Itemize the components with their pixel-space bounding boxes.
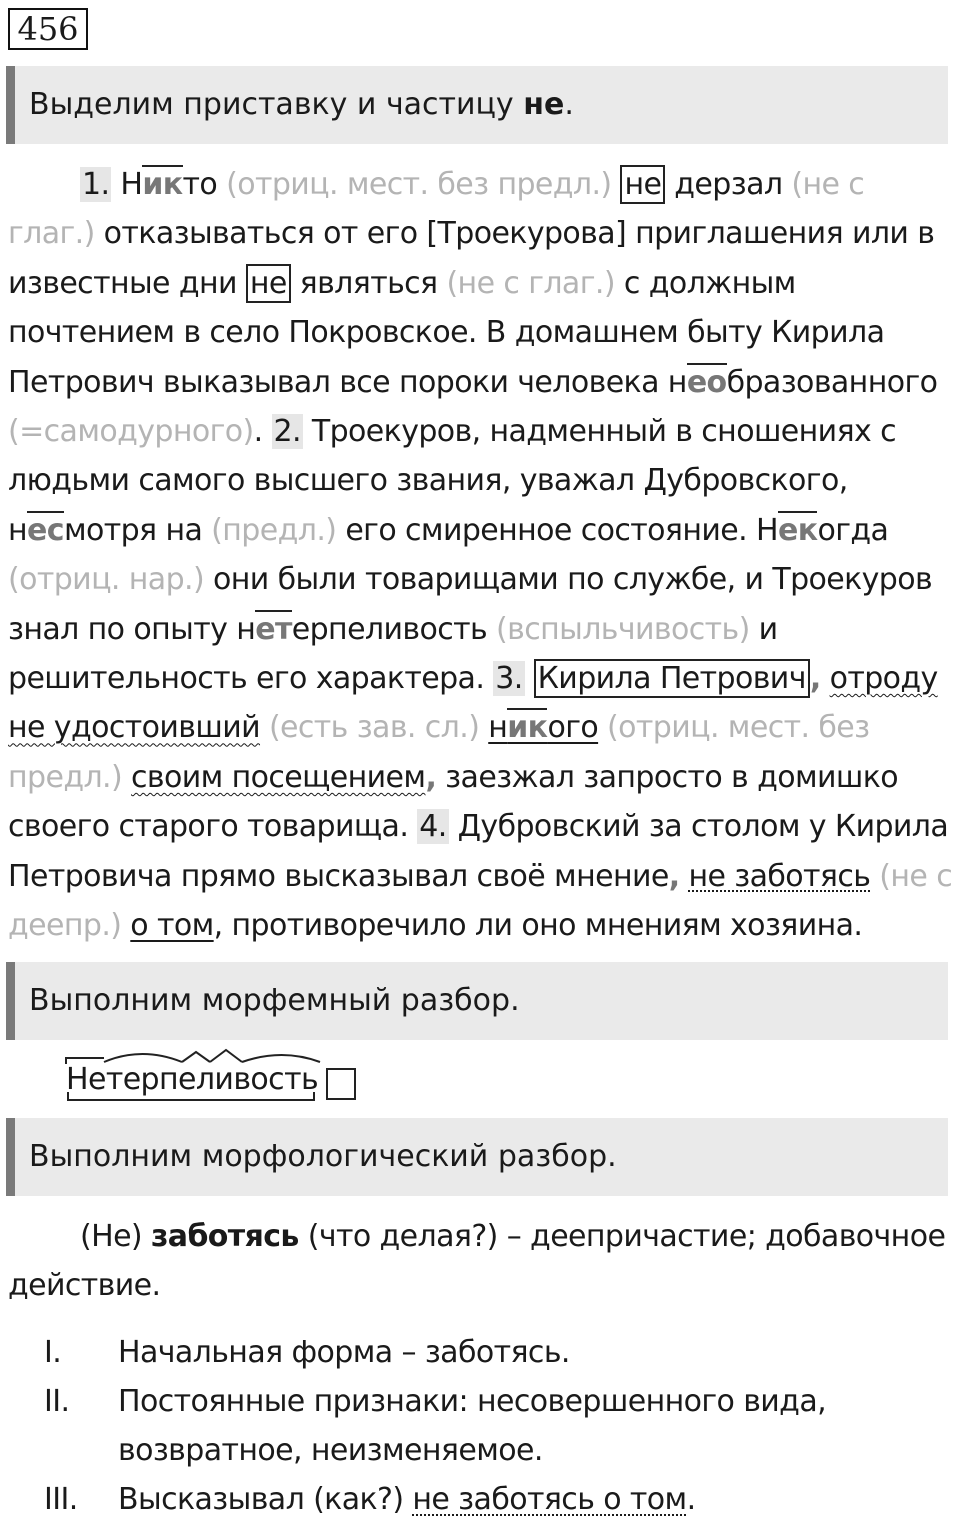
word-otrodu: отроду [829,661,938,697]
text-fragment: и решительность его характера. [8,611,778,697]
note: (отриц. мест. без предл.) [8,710,870,795]
header-bold-particle: не [523,87,565,122]
section-header-morpheme: Выполним морфемный разбор. [6,962,948,1040]
list-text: Высказывал (как?) не заботясь о том. [118,1482,696,1517]
word-zabotyas-bold: заботясь [150,1219,299,1254]
phrase-o-tom: о том [130,908,214,944]
text-fragment: Троекуров, надменный в сношениях с людьми самого высшего звания, уважал Дубровского, [8,414,897,499]
word-neobrazovannogo: необразованного [667,364,938,400]
sentence-number-1: 1. [82,167,110,202]
phrase-svoim-posescheniem: своим посещением [131,759,426,795]
list-text: Постоянные признаки: несовершенного вида, возвратное, неизменяемое. [118,1384,827,1468]
note: (не с глаг.) [8,167,865,252]
word-nikogo: никого [488,710,599,746]
particle-ne-boxed: не [246,264,291,303]
text-fragment: отказываться от его [Троекурова] приглашения или в известные дни [8,216,935,301]
text-fragment: его смиренное состояние. [345,512,756,548]
sentence-number-2: 2. [273,414,301,450]
morpheme-word: Нетерпеливость [66,1062,319,1097]
header-text: Выделим приставку и частицу [29,87,524,122]
list-text: Начальная форма – заботясь. [118,1335,570,1370]
morpheme-analysis [64,1040,374,1110]
note: (отриц. нар.) [8,562,213,598]
text-fragment: (Не) [80,1219,151,1254]
sentence-number-4: 4. [419,809,447,845]
sentence-number-3: 3. [495,661,523,697]
text-fragment: заезжал запросто в домишко своего старого товарища. [8,759,899,845]
punctuation-comma: , [425,759,437,795]
text-fragment: , противоречило ли оно мнениям хозяина. [213,908,863,944]
text-fragment: с должным почтением в село Покровское. В домашнем быту Кирила Петрович выказывал все пороки человека [8,265,885,400]
word-ne-udostoivshiy: не удостоивший [8,710,261,746]
text-fragment: Дубровский за столом у Кирила Петровича прямо высказывал своё мнение [8,809,949,894]
note: (есть зав. сл.) [260,710,489,746]
text-fragment: дерзал [665,167,792,202]
punctuation-comma: , [668,858,680,894]
text-fragment: они были товарищами по службе, и Троекуров знал по опыту [8,562,933,647]
morphology-paragraph [8,1212,954,1311]
note: (отриц. мест. без предл.) [217,167,621,202]
note: (вспыльчивость) [487,611,759,647]
note: (=самодурного) [8,414,254,450]
phrase-ne-zabotyas: не заботясь [688,858,871,894]
word-nekogda: Некогда [755,512,889,548]
list-roman: III. [44,1482,78,1517]
section-header-prefix-particle [6,66,948,144]
note: (предл.) [202,512,346,548]
text-fragment: являться [290,265,447,301]
main-passage [8,160,954,951]
punctuation-comma: , [809,661,821,697]
text-fragment: (что делая?) – деепричастие; добавочное действие. [8,1219,946,1304]
zero-ending-box [326,1068,356,1100]
particle-ne-boxed: не [620,165,665,204]
word-nikto: Никто [120,167,218,202]
list-roman: II. [44,1384,70,1419]
subject-boxed: Кирила Петрович [534,659,810,698]
list-roman: I. [44,1335,62,1370]
text-fragment: . [253,414,272,450]
word-nesmotrya: несмотря на [8,512,203,548]
exercise-number: 456 [8,8,88,50]
note: (не с деепр.) [8,858,953,944]
word-neterpelivost: нетерпеливость [236,611,488,647]
header-period: . [564,87,574,122]
note: (не с глаг.) [446,265,615,301]
phrase-ne-zabotyas-o-tom: не заботясь о том [412,1482,687,1517]
section-header-morphology: Выполним морфологический разбор. [6,1118,948,1196]
